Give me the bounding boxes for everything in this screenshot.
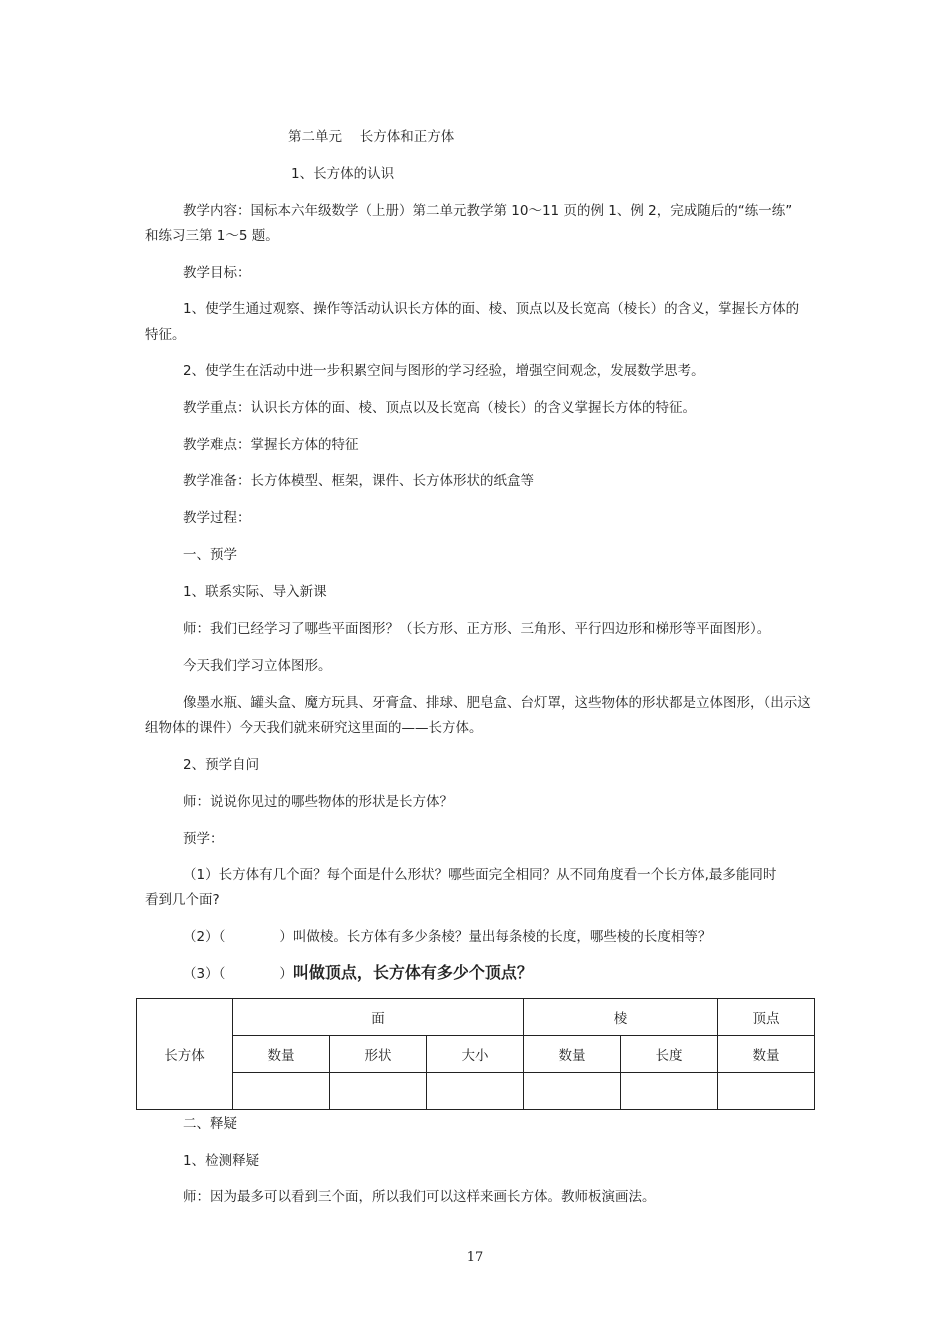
process-heading: 教学过程：: [183, 510, 251, 526]
objects-line-2: 组物体的课件）今天我们就来研究这里面的——长方体。: [145, 720, 483, 736]
vertex-header: 顶点: [718, 999, 815, 1036]
key-point: 教学重点：认识长方体的面、棱、顶点以及长宽高（棱长）的含义掌握长方体的特征。: [183, 400, 696, 416]
question-3-text: 叫做顶点，长方体有多少个顶点？: [292, 963, 533, 982]
column-header: 数量: [718, 1036, 815, 1073]
column-header: 大小: [427, 1036, 524, 1073]
column-header: 数量: [233, 1036, 330, 1073]
objects-line-1: 像墨水瓶、罐头盒、魔方玩具、牙膏盒、排球、肥皂盒、台灯罩，这些物体的形状都是立体图形，（出示这: [183, 695, 811, 711]
question-2: （2）（ ）叫做棱。长方体有多少条棱？量出每条棱的长度，哪些棱的长度相等？: [183, 929, 712, 945]
preparation: 教学准备：长方体模型、框架，课件、长方体形状的纸盒等: [183, 473, 534, 489]
blank-cell: [427, 1073, 524, 1110]
teacher-line-2: 师：说说你见过的哪些物体的形状是长方体？: [183, 794, 453, 810]
step-1: 1、联系实际、导入新课: [183, 584, 327, 600]
content-line-2: 和练习三第 1～5 题。: [145, 228, 279, 244]
goals-heading: 教学目标：: [183, 265, 251, 281]
column-header: 长度: [621, 1036, 718, 1073]
blank-cell: [621, 1073, 718, 1110]
column-header: 形状: [330, 1036, 427, 1073]
content-line-1: 教学内容：国标本六年级数学（上册）第二单元教学第 10～11 页的例 1、例 2，完成随后的“练一练”: [183, 203, 793, 219]
blank-cell: [524, 1073, 621, 1110]
blank-cell: [233, 1073, 330, 1110]
step-3: 1、检测释疑: [183, 1153, 260, 1169]
lesson-title: 1、长方体的认识: [291, 166, 395, 182]
goal-1-line-1: 1、使学生通过观察、操作等活动认识长方体的面、棱、顶点以及长宽高（棱长）的含义，掌握长方体的: [183, 301, 800, 317]
page-number: 17: [466, 1250, 484, 1265]
today-line: 今天我们学习立体图形。: [183, 658, 332, 674]
goal-2: 2、使学生在活动中进一步积累空间与图形的学习经验，增强空间观念，发展数学思考。: [183, 363, 705, 379]
question-3-prefix: （3）（ ）: [183, 966, 293, 982]
column-header: 数量: [524, 1036, 621, 1073]
blank-cell: [330, 1073, 427, 1110]
section-2-heading: 二、释疑: [183, 1116, 237, 1132]
goal-1-line-2: 特征。: [145, 327, 186, 343]
prestudy-label: 预学：: [183, 831, 224, 847]
face-header: 面: [233, 999, 524, 1036]
blank-cell: [718, 1073, 815, 1110]
step-2: 2、预学自问: [183, 757, 260, 773]
question-1-line-1: （1）长方体有几个面？每个面是什么形状？哪些面完全相同？从不同角度看一个长方体,最多能同时: [183, 867, 777, 883]
cuboid-table: [136, 998, 815, 1110]
section-1-heading: 一、预学: [183, 547, 237, 563]
unit-title: 第二单元 长方体和正方体: [288, 129, 455, 145]
question-3: [183, 964, 533, 983]
question-1-line-2: 看到几个面?: [145, 892, 220, 908]
row-label-cell: 长方体: [137, 999, 233, 1110]
difficulty: 教学难点：掌握长方体的特征: [183, 437, 359, 453]
teacher-line-1: 师：我们已经学习了哪些平面图形？（长方形、正方形、三角形、平行四边形和梯形等平面图形）。: [183, 621, 771, 637]
teacher-line-3: 师：因为最多可以看到三个面，所以我们可以这样来画长方体。教师板演画法。: [183, 1189, 656, 1205]
edge-header: 棱: [524, 999, 718, 1036]
